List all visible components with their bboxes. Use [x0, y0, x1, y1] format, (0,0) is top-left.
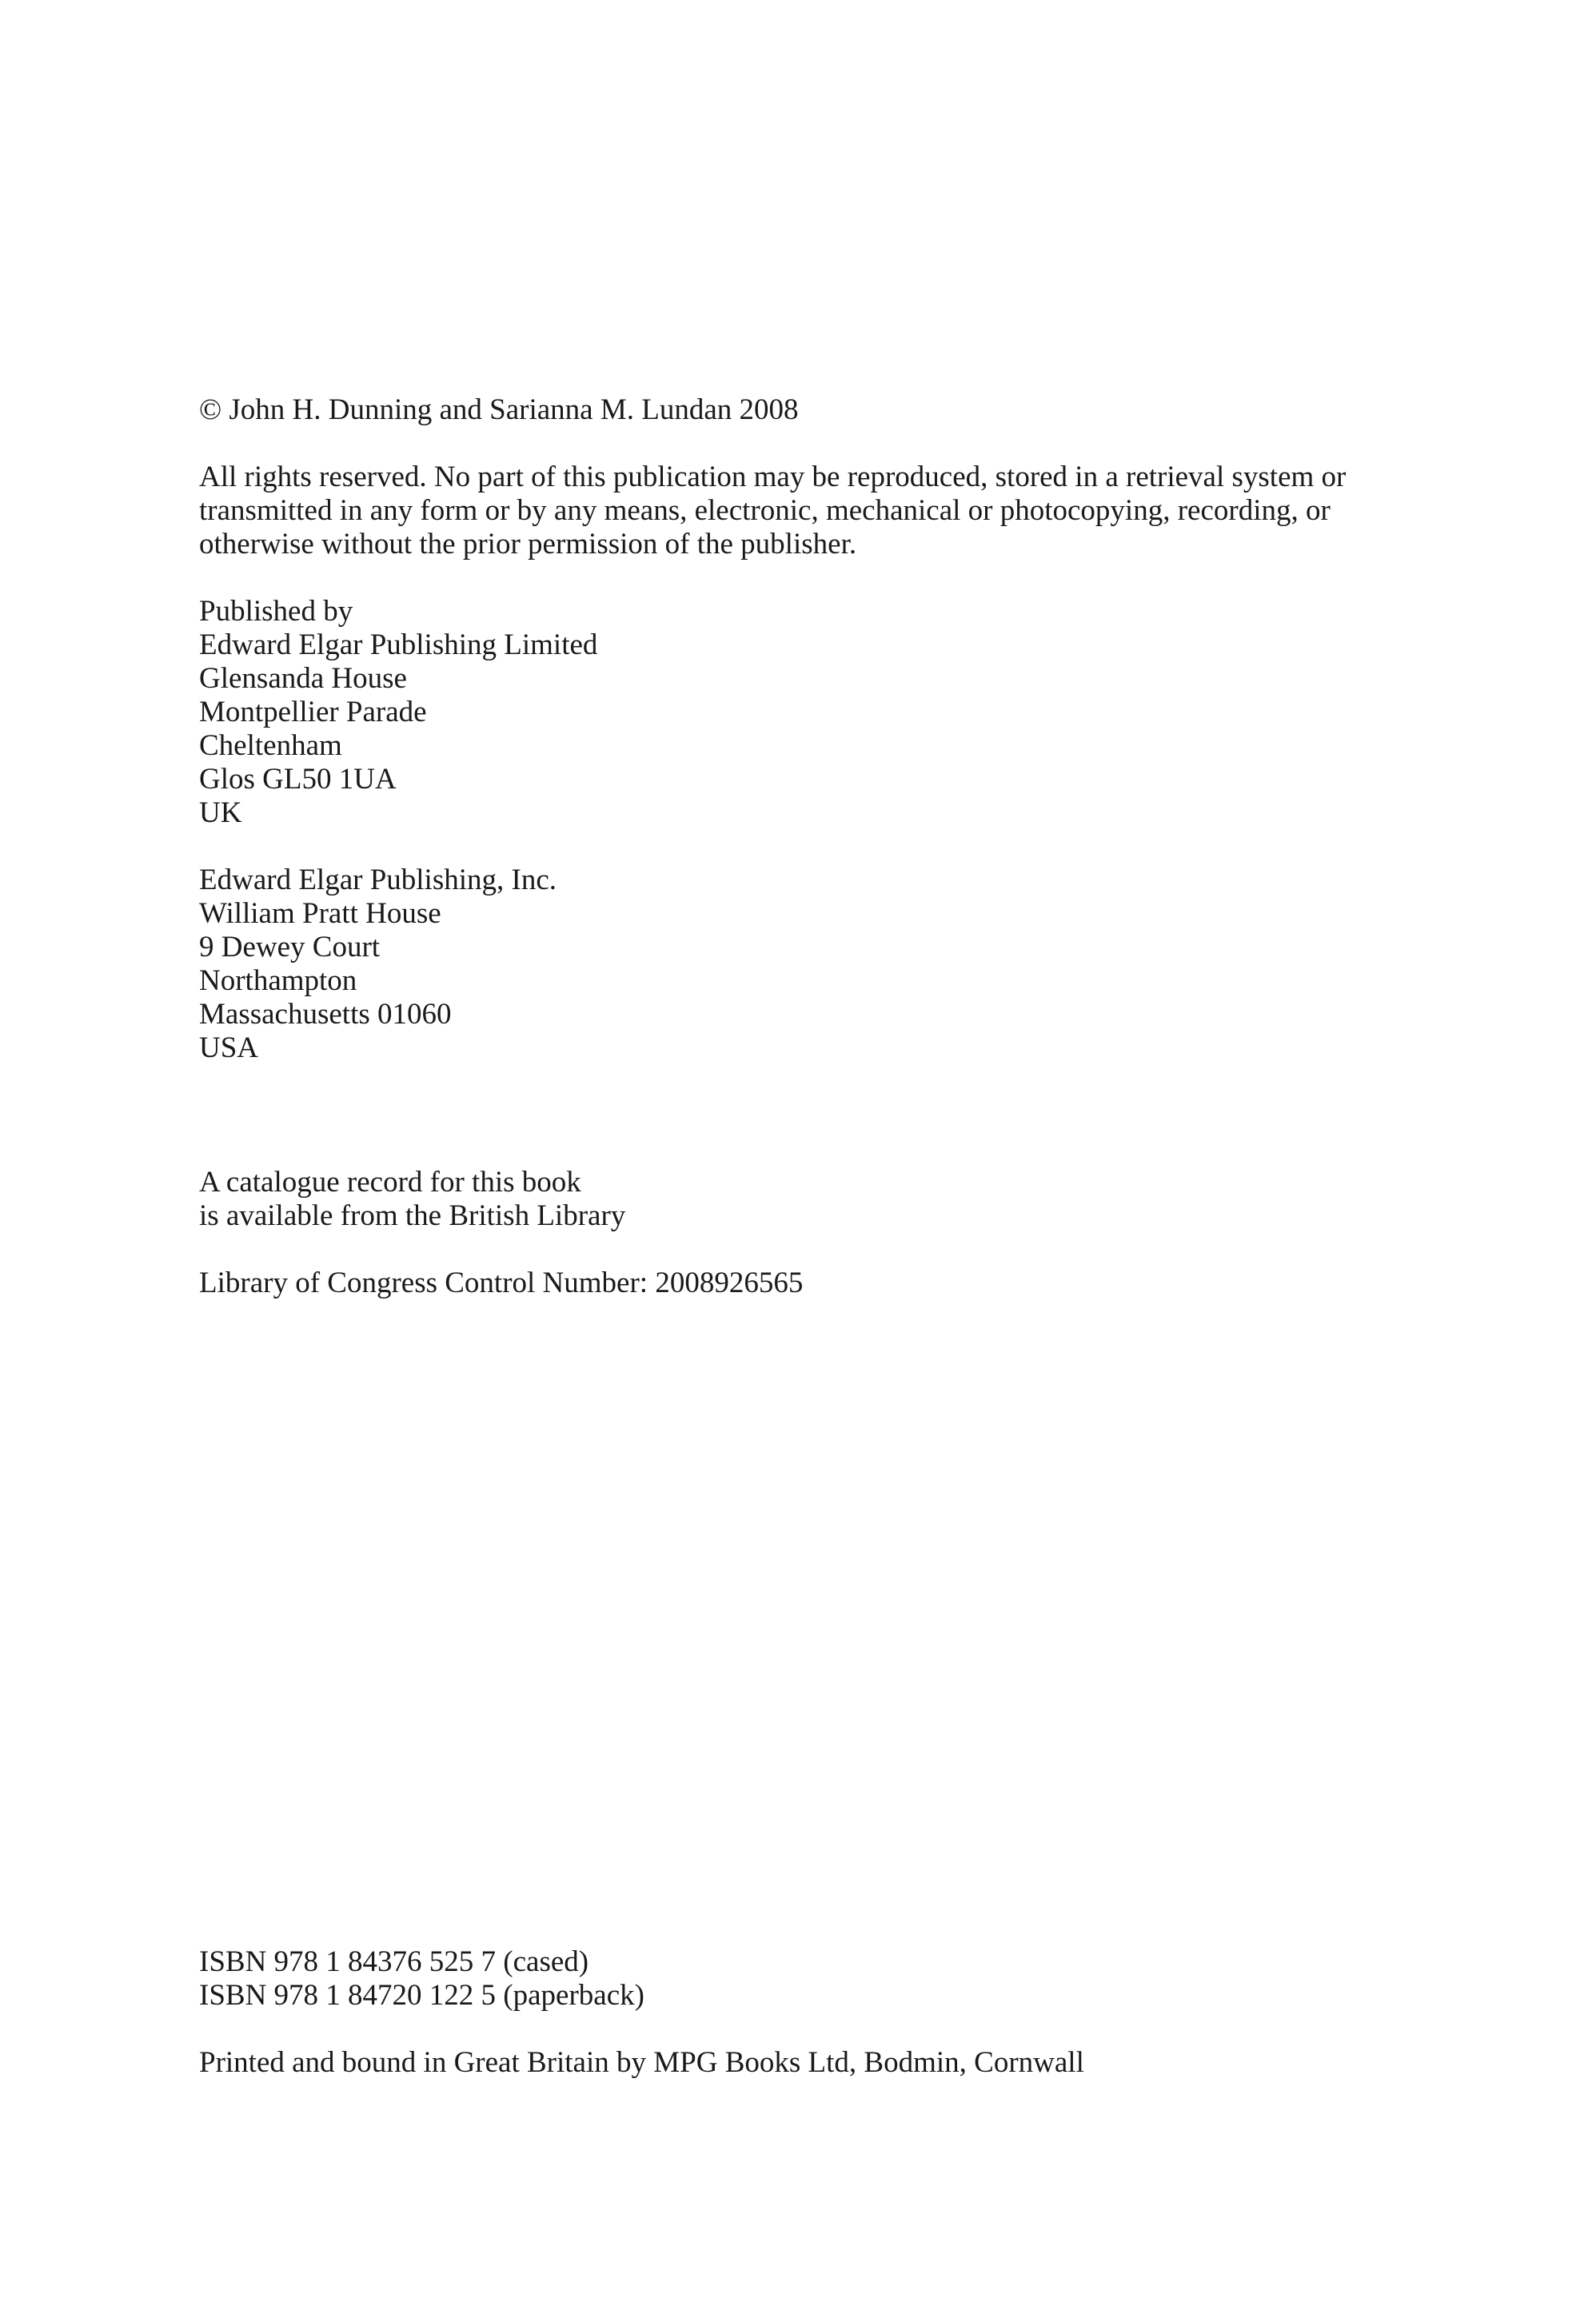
address-line: Edward Elgar Publishing Limited: [199, 628, 598, 661]
address-line: 9 Dewey Court: [199, 931, 381, 963]
library-of-congress-number: [199, 1267, 1510, 1300]
address-line: Glensanda House: [199, 662, 407, 695]
catalogue-line: is available from the British Library: [199, 1199, 626, 1232]
publisher-us-address: [199, 864, 1510, 1065]
address-line: Glos GL50 1UA: [199, 763, 397, 796]
rights-line: transmitted in any form or by any means, electronic, mechanical or photocopying, recording, or: [199, 494, 1331, 527]
catalogue-record-notice: [199, 1166, 1510, 1233]
rights-line: otherwise without the prior permission of the publisher.: [199, 528, 857, 561]
loc-line: Library of Congress Control Number: 2008926565: [199, 1267, 804, 1299]
address-line: Massachusetts 01060: [199, 998, 452, 1031]
address-line: UK: [199, 796, 242, 829]
address-line: Published by: [199, 595, 353, 628]
address-line: Northampton: [199, 964, 357, 997]
address-line: Montpellier Parade: [199, 696, 427, 728]
isbn-line: ISBN 978 1 84720 122 5 (paperback): [199, 1979, 644, 2012]
rights-statement: [199, 461, 1510, 561]
isbn-list: [199, 1945, 1510, 2013]
printer-notice: [199, 2046, 1510, 2080]
rights-line: All rights reserved. No part of this publication may be reproduced, stored in a retrieval system or: [199, 461, 1347, 493]
catalogue-line: A catalogue record for this book: [199, 1166, 581, 1199]
printer-line: Printed and bound in Great Britain by MPG Books Ltd, Bodmin, Cornwall: [199, 2046, 1084, 2079]
isbn-line: ISBN 978 1 84376 525 7 (cased): [199, 1945, 589, 1978]
address-line: Cheltenham: [199, 729, 342, 762]
publisher-uk-address: [199, 595, 1510, 830]
copyright-notice: [199, 393, 1510, 427]
address-line: William Pratt House: [199, 897, 441, 930]
address-line: Edward Elgar Publishing, Inc.: [199, 864, 557, 896]
address-line: USA: [199, 1031, 259, 1064]
copyright-line: © John H. Dunning and Sarianna M. Lundan 2008: [199, 393, 799, 426]
